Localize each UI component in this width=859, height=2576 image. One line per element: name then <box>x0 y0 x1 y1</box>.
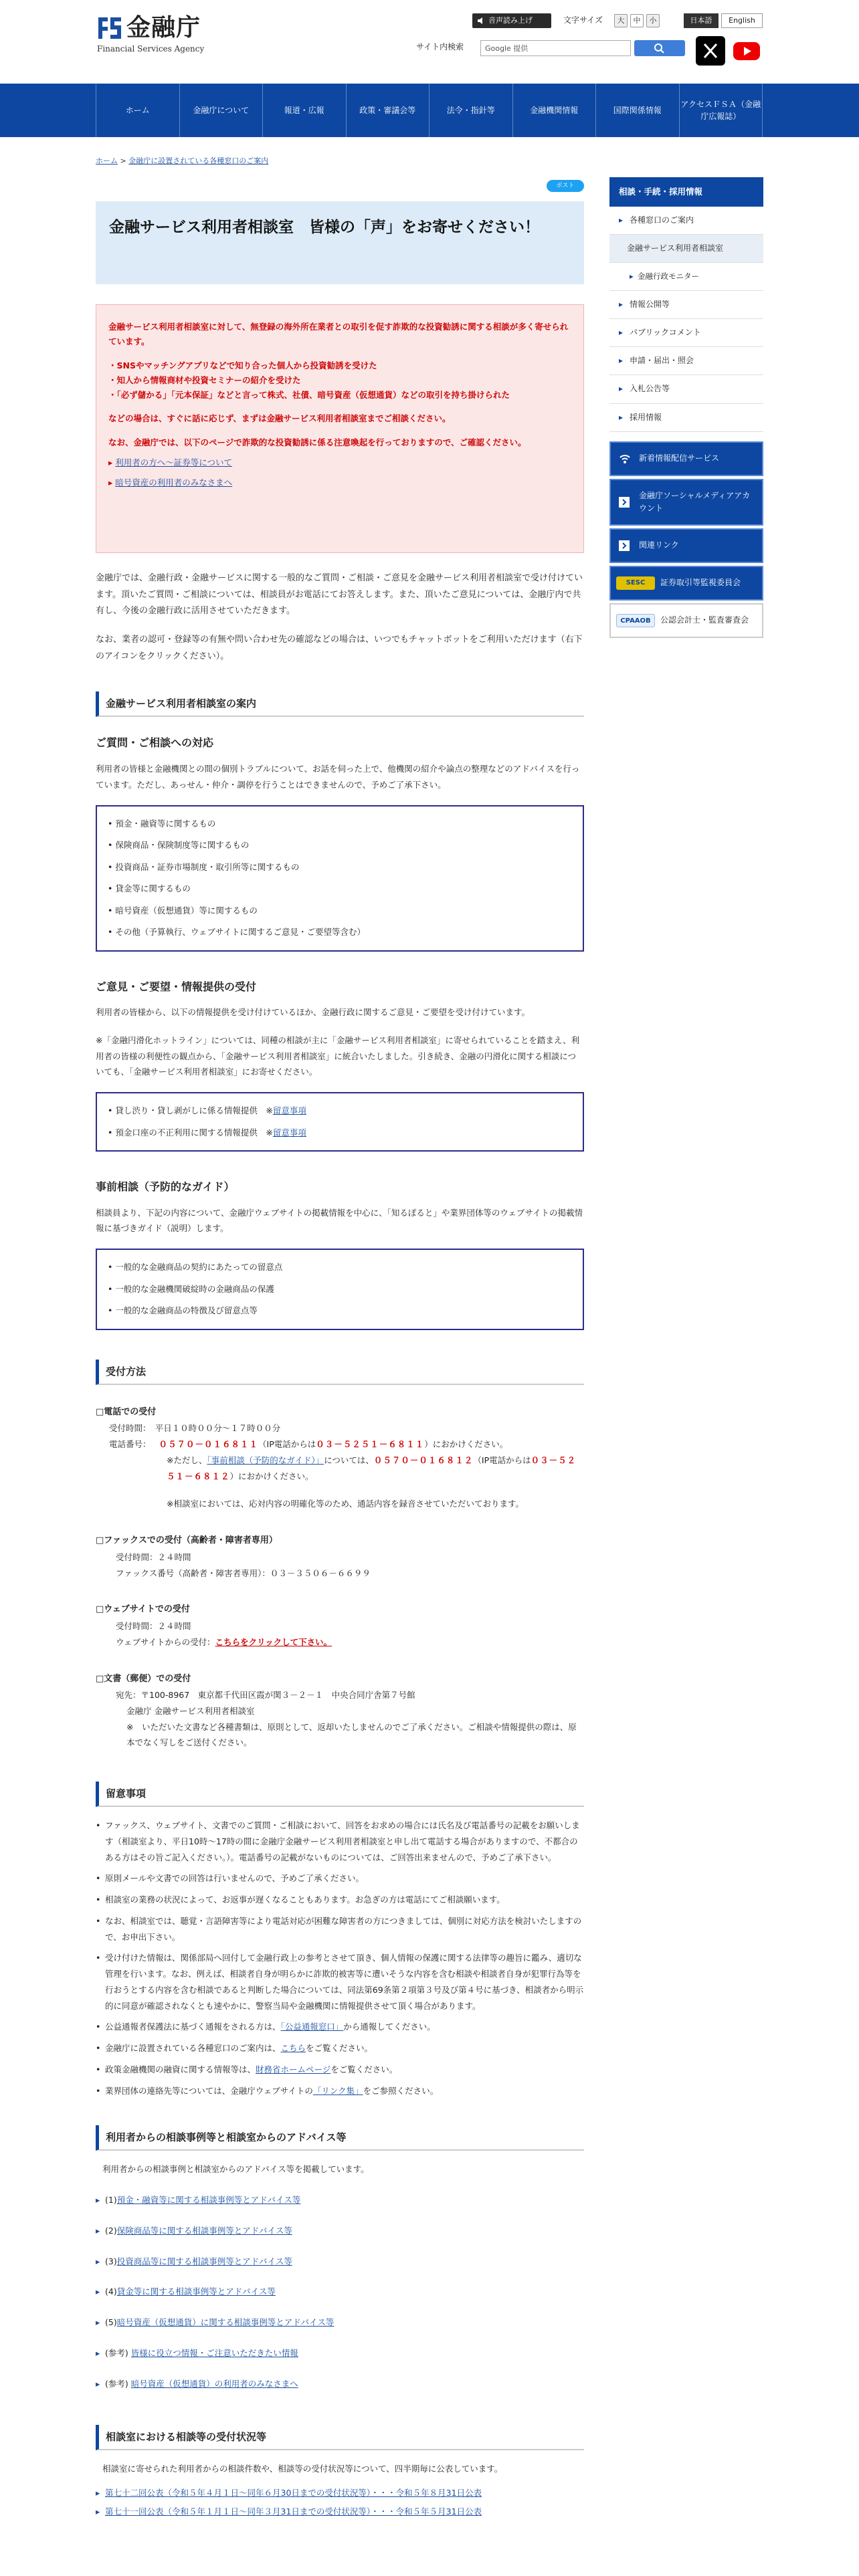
header-tools <box>472 12 767 29</box>
sidebar-item-applications[interactable]: ▸ 申請・届出・照会 <box>609 347 763 375</box>
warning-item: ・「必ず儲かる」「元本保証」などと言って株式、社債、暗号資産（仮想通貨）などの取引を持ち掛けられた <box>108 389 510 400</box>
phone-number: ０５７０－０１６８１１ <box>159 1439 259 1450</box>
list-item: 預金口座の不正利用に関する情報提供 ※ <box>115 1127 273 1138</box>
list-item: 貸し渋り・貸し剥がしに係る情報提供 ※ <box>115 1105 273 1116</box>
related-links-button[interactable] <box>609 528 763 563</box>
status-link[interactable]: 第七十一回公表（令和５年１月１日～同年３月31日までの受付状況等）・・・令和５年５月31日公表 <box>105 2506 482 2516</box>
fax-heading: □ファックスでの受付（高齢者・障害者専用） <box>96 1535 278 1546</box>
notes-list <box>96 1818 584 2099</box>
subsection-heading: 事前相談（予防的なガイド） <box>96 1180 235 1194</box>
section-heading: 相談室における相談等の受付状況等 <box>96 2425 584 2450</box>
cpaaob-banner[interactable] <box>609 603 763 638</box>
advice-link[interactable]: 保険商品等に関する相談事例等とアドバイス等 <box>116 2225 292 2236</box>
phone-heading: □電話での受付 <box>96 1406 157 1417</box>
sidebar-heading: 相談・手続・採用情報 <box>609 177 763 207</box>
warning-text: などの場合は、すぐに話に応じず、まずは金融サービス利用者相談室までご相談ください。 <box>108 413 451 424</box>
fax-number: ファックス番号（高齢者・障害者専用）：０３－３５０６－６６９９ <box>116 1568 371 1578</box>
warning-text: 金融サービス利用者相談室に対して、無登録の海外所在業者との取引を促す詐欺的な投資勧誘に関する相談が多く寄せられています。 <box>108 322 569 346</box>
section-heading: 金融サービス利用者相談室の案内 <box>96 691 584 717</box>
wifi-icon <box>619 453 631 464</box>
fsa-logo[interactable] <box>96 13 213 55</box>
news-delivery-label: 新着情報配信サービス <box>639 453 720 463</box>
sesc-label: 証券取引等監視委員会 <box>660 578 741 588</box>
nav-law[interactable]: 法令・指針等 <box>429 84 512 137</box>
font-size-small[interactable]: 小 <box>646 14 660 27</box>
nav-international[interactable]: 国際関係情報 <box>595 84 679 137</box>
search-button[interactable] <box>634 40 685 56</box>
advice-link[interactable]: 貸金等に関する相談事例等とアドバイス等 <box>116 2286 276 2297</box>
sidebar <box>609 177 763 638</box>
warning-link-securities[interactable]: 利用者の方へ～証券等について <box>115 457 233 468</box>
mail-note: ※ いただいた文書など各種書類は、原則として、返却いたしませんのでご了承ください。ご相談や情報提供の際は、原本でなく写しをご送付ください。 <box>126 1721 577 1748</box>
list-item <box>96 2254 584 2270</box>
cpaaob-logo: CPAAOB <box>616 614 655 627</box>
fraud-warning <box>96 304 584 553</box>
section-note: ※「金融円滑化ホットライン」については、同種の相談が主に「金融サービス利用者相談室」に寄せられていることを踏まえ、利用者の皆様の利便性の観点から、「金融サービス利用者相談室」に統合いたしました。引き続き、金融の円滑化に関する相談についても、「金融サービス利用者相談室」にお寄せください。 <box>96 1035 580 1077</box>
subsection-heading: ご質問・ご相談への対応 <box>96 736 214 750</box>
advice-link[interactable]: 投資商品等に関する相談事例等とアドバイス等 <box>116 2256 292 2266</box>
web-form-link[interactable]: こちらをクリックして下さい。 <box>215 1636 332 1647</box>
cpaaob-label: 公認会計士・監査審査会 <box>660 615 749 625</box>
site-header <box>0 0 859 84</box>
nav-home[interactable]: ホーム <box>96 84 179 137</box>
phone-number-guide: ０５７０－０１６８１２ <box>373 1455 474 1465</box>
status-link[interactable]: 第七十二回公表（令和５年４月１日～同年６月30日までの受付状況等）・・・令和５年８月31日公表 <box>105 2488 482 2498</box>
list-item <box>96 2223 584 2239</box>
list-item <box>96 2504 584 2520</box>
logo-en: Financial Services Agency <box>97 44 205 53</box>
font-size-label: 文字サイズ <box>563 15 603 25</box>
list-item-text: 公益通報者保護法に基づく通報をされる方は、 <box>105 2022 281 2032</box>
section-heading: 留意事項 <box>96 1782 584 1807</box>
font-size-large[interactable]: 大 <box>614 14 628 27</box>
section-text: 相談員より、下記の内容について、金融庁ウェブサイトの掲載情報を中心に、「知るぽると」や業界団体等のウェブサイトの掲載情報に基づきガイド（説明）します。 <box>96 1207 583 1234</box>
whistle-link[interactable]: 「公益通報窓口」 <box>280 2022 344 2032</box>
phone-ip-end: ）におかけください。 <box>229 1471 314 1481</box>
section-heading: 利用者からの相談事例等と相談室からのアドバイス等 <box>96 2125 584 2151</box>
phone-label: 電話番号： <box>109 1439 151 1450</box>
warning-text: なお、金融庁では、以下のページで詐欺的な投資勧誘に係る注意喚起を行っておりますので、ご確認ください。 <box>108 437 527 448</box>
sesc-banner[interactable] <box>609 566 763 601</box>
list-item: • 預金・融資等に関するもの <box>108 813 572 835</box>
phone-ip-number: ０３－５２５１－６８１１ <box>316 1439 425 1450</box>
item-prefix: (3) <box>105 2256 117 2266</box>
item-prefix: (参考) <box>105 2378 131 2389</box>
phone-note: ※ただし、 <box>167 1455 207 1465</box>
nav-about[interactable]: 金融庁について <box>179 84 263 137</box>
caution-link[interactable]: 留意事項 <box>272 1127 306 1138</box>
list-item-text: をご参照ください。 <box>363 2085 439 2096</box>
news-delivery-button[interactable] <box>609 441 763 476</box>
list-item: • 一般的な金融機関破綻時の金融商品の保護 <box>108 1279 572 1301</box>
section-text: 利用者の皆様と金融機関との間の個別トラブルについて、お話を伺った上で、他機関の紹介や論点の整理などのアドバイスを行っています。ただし、あっせん・仲介・調停を行うことはできませんので、予めご了承下さい。 <box>96 764 580 790</box>
youtube-link[interactable] <box>732 36 761 66</box>
list-item: • なお、相談室では、聴覚・言語障害等により電話対応が困難な障害者の方につきましては、個別に対応方法を検討いたしますので、お申出下さい。 <box>96 1913 584 1945</box>
chevron-right-icon <box>619 540 630 551</box>
list-item-text: をご覧ください。 <box>330 2064 398 2074</box>
status-list <box>96 2485 584 2520</box>
fax-hours: 受付時間：２４時間 <box>116 1551 191 1562</box>
advice-link[interactable]: 皆様に役立つ情報・ご注意いただきたい情報 <box>130 2347 298 2358</box>
main-content <box>96 177 584 2520</box>
warning-item: ・SNSやマッチングアプリなどで知り合った個人から投資勧誘を受けた <box>108 360 377 370</box>
sidebar-item-monitor[interactable]: ▸ 金融行政モニター <box>609 263 763 290</box>
links-link[interactable]: 「リンク集」 <box>312 2085 363 2096</box>
list-item: • 一般的な金融商品の契約にあたっての留意点 <box>108 1257 572 1279</box>
sidebar-item-tenders[interactable]: ▸ 入札公告等 <box>609 375 763 403</box>
list-item <box>96 2376 584 2392</box>
mail-heading: □文書（郵便）での受付 <box>96 1673 191 1684</box>
list-item: • 暗号資産（仮想通貨）等に関するもの <box>108 900 572 922</box>
section-text: 利用者からの相談事例と相談室からのアドバイス等を掲載しています。 <box>102 2164 369 2175</box>
phone-hours: 受付時間： 平日１０時００分～１７時００分 <box>109 1423 281 1434</box>
speaker-icon <box>477 17 485 25</box>
list-item: • 受け付けた情報は、関係部局へ回付して金融行政上の参考とさせて頂き、個人情報の保護に関する法律等の趣旨に鑑み、適切な管理を行います。なお、例えば、相談者自身が明らかに詐欺的被害等に遭いそうな内容を含む相談や相談者自身が犯罪行為等を行おうとする内容を含む相談であると判断した場合については、同法第69条第２項第３号及び第４号に基づき、相談者から明示的に同意が確認されなくとも速やかに、警察当局や金融機関に情報提供させて頂く場合があります。 <box>96 1950 584 2014</box>
fax-block <box>96 1532 584 1581</box>
x-icon <box>696 36 725 66</box>
item-prefix: (参考) <box>105 2347 131 2358</box>
guide-link[interactable]: 「事前相談（予防的なガイド）」 <box>207 1455 324 1465</box>
list-item: • 原則メールや文書での回答は行いませんので、予めご了承ください。 <box>96 1870 584 1887</box>
phone-note: については、 <box>324 1455 374 1465</box>
list-item <box>96 2315 584 2331</box>
social-media-button[interactable] <box>609 479 763 526</box>
warning-item: ・知人から情報商材や投資セミナーの紹介を受けた <box>108 374 301 385</box>
list-item <box>96 2485 584 2501</box>
x-link[interactable] <box>696 36 725 66</box>
sesc-logo: SESC <box>616 576 655 590</box>
list-item: • ファックス、ウェブサイト、文書でのご質問・ご相談において、回答をお求めの場合には氏名及び電話番号の記載をお願いします（相談室より、平日10時～17時の間に金融庁金融サービス利用者相談室と申し出て電話する場合がありますので、不都合のある方はその旨ご記入ください。）。電話番号の記載がないものについては、ご回答出来ませんので、予めご了承下さい。 <box>96 1818 584 1865</box>
tweet-button[interactable]: ポスト <box>547 180 584 192</box>
intro-text: なお、業者の認可・登録等の有無や問い合わせ先の確認などの場合は、いつでもチャットボットをご利用いただけます（右下のアイコンをクリックください）。 <box>96 635 583 661</box>
breadcrumb-sep: > <box>120 156 126 165</box>
list-item-text: から通報してください。 <box>343 2022 436 2032</box>
list-item <box>96 2040 584 2056</box>
windows-link[interactable]: こちら <box>280 2043 306 2054</box>
nav-access-fsa[interactable]: アクセスＦＳＡ（金融庁広報誌） <box>679 84 763 137</box>
item-prefix: (4) <box>105 2286 117 2297</box>
subsection-heading: ご意見・ご要望・情報提供の受付 <box>96 980 257 993</box>
list-item: • 一般的な金融商品の特徴及び留意点等 <box>108 1300 572 1322</box>
sidebar-item-recruitment[interactable]: ▸ 採用情報 <box>609 404 763 432</box>
item-prefix: (5) <box>105 2317 117 2328</box>
guide-list <box>96 1249 584 1330</box>
social-media-label: 金融庁ソーシャルメディアアカウント <box>639 490 751 513</box>
list-item <box>96 2284 584 2300</box>
web-hours: 受付時間：２４時間 <box>116 1621 191 1632</box>
list-item: • その他（予算執行、ウェブサイトに関するご意見・ご要望等含む） <box>108 922 572 944</box>
logo-text: 金融庁 <box>126 14 201 41</box>
youtube-icon <box>732 36 761 66</box>
phone-ip-end: ）におかけください。 <box>424 1439 508 1450</box>
list-item <box>96 2062 584 2078</box>
list-item: • 保険商品・保険制度等に関するもの <box>108 835 572 857</box>
info-list <box>96 1092 584 1152</box>
sidebar-item-public-comment[interactable]: ▸ パブリックコメント <box>609 319 763 347</box>
mail-recipient: 金融庁 金融サービス利用者相談室 <box>126 1705 255 1716</box>
list-item: • 投資商品・証券市場制度・取引所等に関するもの <box>108 857 572 879</box>
font-size-medium[interactable]: 中 <box>630 14 644 27</box>
voice-label: 音声読み上げ <box>488 16 533 25</box>
lang-english[interactable]: English <box>721 13 763 28</box>
advice-list <box>96 2192 584 2391</box>
list-item <box>96 2019 584 2035</box>
list-item-text: 金融庁に設置されている各種窓口のご案内は、 <box>105 2043 281 2054</box>
web-heading: □ウェブサイトでの受付 <box>96 1604 190 1615</box>
warning-link-crypto[interactable]: 暗号資産の利用者のみなさまへ <box>115 477 233 488</box>
list-item: • 貸金等に関するもの <box>108 878 572 900</box>
list-item <box>96 2345 584 2361</box>
sidebar-item-windows[interactable]: ▸ 各種窓口のご案内 <box>609 207 763 235</box>
sidebar-item-disclosure[interactable]: ▸ 情報公開等 <box>609 291 763 319</box>
search-label: サイト内検索 <box>416 42 464 51</box>
nav-institutions[interactable]: 金融機関情報 <box>512 84 596 137</box>
voice-read-button[interactable] <box>472 13 551 28</box>
list-item <box>96 2083 584 2099</box>
list-item-text: 政策金融機関の融資に関する情報等は、 <box>105 2064 256 2074</box>
phone-ip-label: （IP電話からは <box>258 1439 316 1450</box>
sidebar-item-consultation[interactable]: 金融サービス利用者相談室 <box>609 235 763 263</box>
intro-text: 金融庁では、金融行政・金融サービスに関する一般的なご質問・ご相談・ご意見を金融サービス利用者相談室で受け付けています。頂いたご質問・ご相談については、相談員がお電話にてお答えします。また、頂いたご意見については、金融庁内で共有し、今後の金融行政に活用させていただきます。 <box>96 573 583 617</box>
inquiry-list <box>96 805 584 952</box>
list-item-text: をご覧ください。 <box>306 2043 373 2054</box>
phone-ip-label: （IP電話からは <box>473 1455 531 1465</box>
page-title: 金融サービス利用者相談室 皆様の「声」をお寄せください！ <box>96 201 584 284</box>
advice-link[interactable]: 暗号資産（仮想通貨）の利用者のみなさまへ <box>130 2378 298 2389</box>
phone-block <box>96 1404 584 1512</box>
caution-link[interactable]: 留意事項 <box>272 1105 306 1116</box>
phone-ip-number-guide: ０３－５２５１－６８１２ <box>167 1455 577 1481</box>
fsa-logo-icon <box>96 15 124 41</box>
web-block <box>96 1601 584 1650</box>
item-prefix: (1) <box>105 2195 117 2206</box>
list-item-text: 業界団体の連絡先等については、金融庁ウェブサイトの <box>105 2085 313 2096</box>
breadcrumb-current[interactable]: 金融庁に設置されている各種窓口のご案内 <box>128 156 269 165</box>
section-text: 利用者の皆様から、以下の情報提供を受け付けているほか、金融行政に関するご意見・ご要望を受け付けています。 <box>96 1007 531 1018</box>
mail-address: 宛先：〒100-8967 東京都千代田区霞が関３－２－１ 中央合同庁舎第７号館 <box>116 1690 415 1701</box>
search-icon <box>634 40 685 56</box>
advice-link[interactable]: 暗号資産（仮想通貨）に関する相談事例等とアドバイス等 <box>116 2317 335 2328</box>
phone-record-note: ※相談室においては、応対内容の明確化等のため、通話内容を録音させていただいております。 <box>167 1499 524 1509</box>
section-text: 相談室に寄せられた利用者からの相談件数や、相談等の受付状況等について、四半期毎に公表しています。 <box>102 2464 503 2474</box>
advice-link[interactable]: 預金・融資等に関する相談事例等とアドバイス等 <box>116 2195 301 2206</box>
nav-policy[interactable]: 政策・審議会等 <box>346 84 430 137</box>
site-search <box>416 39 685 58</box>
lang-japanese[interactable]: 日本語 <box>684 13 719 28</box>
list-item: • 相談室の業務の状況によって、お返事が遅くなることもあります。お急ぎの方は電話にてご相談願います。 <box>96 1892 584 1908</box>
search-input[interactable]: Google 提供 <box>480 40 631 56</box>
web-label: ウェブサイトからの受付： <box>116 1636 215 1647</box>
item-prefix: (2) <box>105 2225 117 2236</box>
global-nav <box>0 84 859 137</box>
nav-press[interactable]: 報道・広報 <box>262 84 346 137</box>
list-item <box>96 2192 584 2208</box>
chevron-right-icon <box>619 497 630 508</box>
breadcrumb <box>96 155 268 167</box>
mof-link[interactable]: 財務省ホームページ <box>256 2064 331 2074</box>
section-heading: 受付方法 <box>96 1360 584 1385</box>
breadcrumb-home[interactable]: ホーム <box>96 156 118 165</box>
mail-block <box>96 1671 584 1751</box>
related-links-label: 関連リンク <box>639 540 679 550</box>
